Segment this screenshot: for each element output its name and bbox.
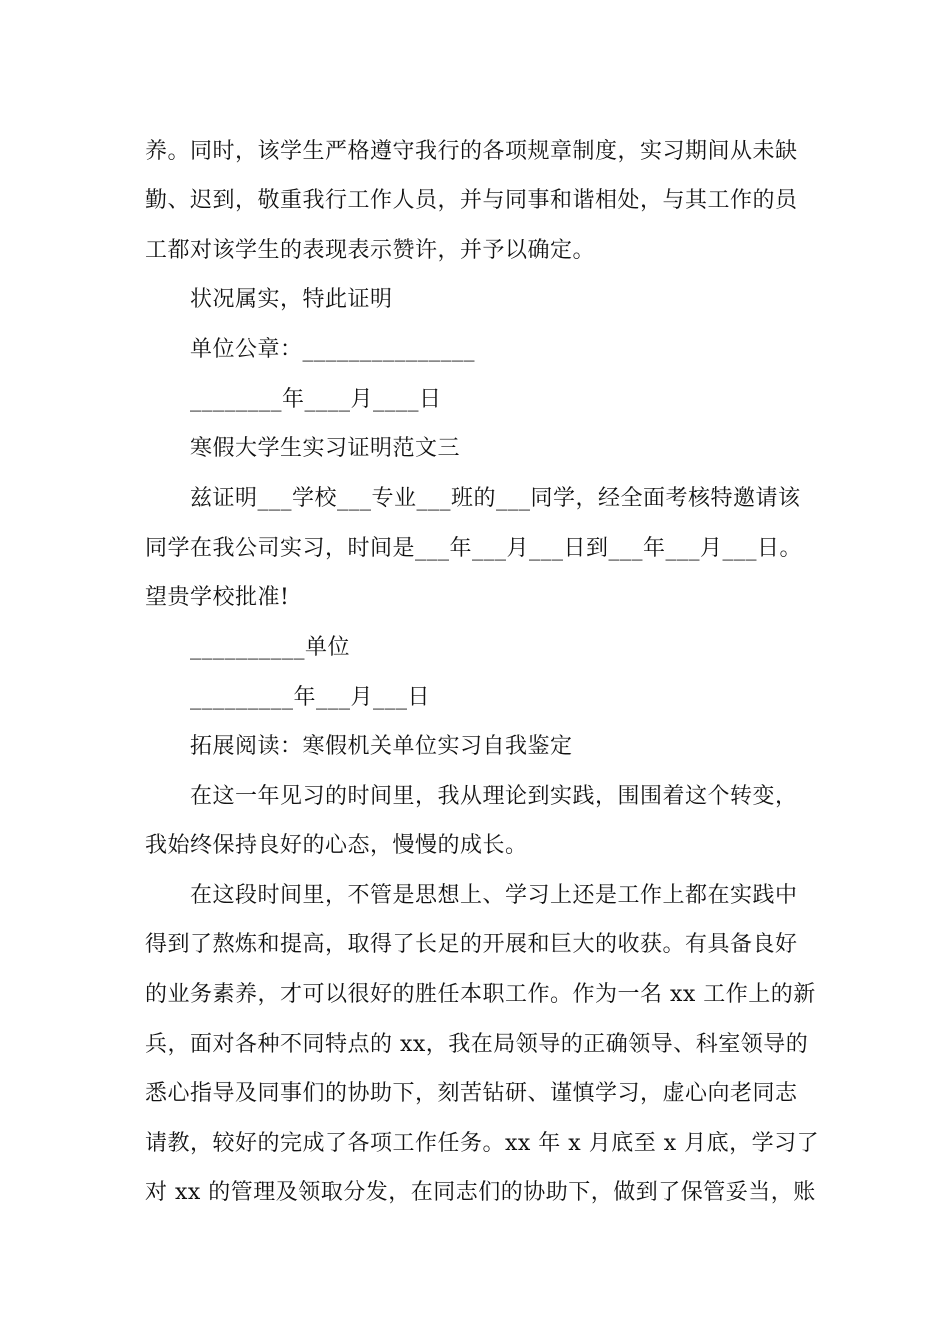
text-line: 得到了熬炼和提高，取得了长足的开展和巨大的收获。有具备良好	[145, 932, 798, 957]
text-line: 状况属实，特此证明	[190, 287, 393, 312]
text-line: 在这一年见习的时间里，我从理论到实践，围围着这个转变，	[190, 784, 798, 809]
text-line: 望贵学校批准!	[145, 585, 290, 610]
text-line: 勤、迟到，敬重我行工作人员，并与同事和谐相处，与其工作的员	[145, 188, 798, 213]
text-line: 工都对该学生的表现表示赞许，并予以确定。	[145, 238, 596, 263]
text-line: 的业务素养，才可以很好的胜任本职工作。作为一名 xx 工作上的新	[145, 982, 816, 1007]
section-heading: 寒假大学生实习证明范文三	[190, 436, 461, 461]
text-line: __________单位	[190, 635, 351, 660]
section-heading: 拓展阅读：寒假机关单位实习自我鉴定	[190, 734, 573, 759]
text-line: 同学在我公司实习，时间是___年___月___日到___年___月___日。	[145, 536, 803, 561]
text-line: 兵，面对各种不同特点的 xx，我在局领导的正确领导、科室领导的	[145, 1032, 809, 1057]
text-line: 在这段时间里，不管是思想上、学习上还是工作上都在实践中	[190, 883, 798, 908]
text-line: 我始终保持良好的心态，慢慢的成长。	[145, 833, 528, 858]
text-line: 兹证明___学校___专业___班的___同学，经全面考核特邀请该	[190, 486, 801, 511]
text-line: _________年___月___日	[190, 685, 431, 710]
text-line: 养。同时，该学生严格遵守我行的各项规章制度，实习期间从未缺	[145, 139, 798, 164]
text-line: 请教，较好的完成了各项工作任务。xx 年 x 月底至 x 月底，学习了	[145, 1131, 820, 1156]
text-line: 悉心指导及同事们的协助下，刻苦钻研、谨慎学习，虚心向老同志	[145, 1081, 798, 1106]
text-line: 对 xx 的管理及领取分发，在同志们的协助下，做到了保管妥当，账	[145, 1180, 816, 1205]
text-line: 单位公章：_______________	[190, 337, 476, 362]
text-line: ________年____月____日	[190, 387, 442, 412]
